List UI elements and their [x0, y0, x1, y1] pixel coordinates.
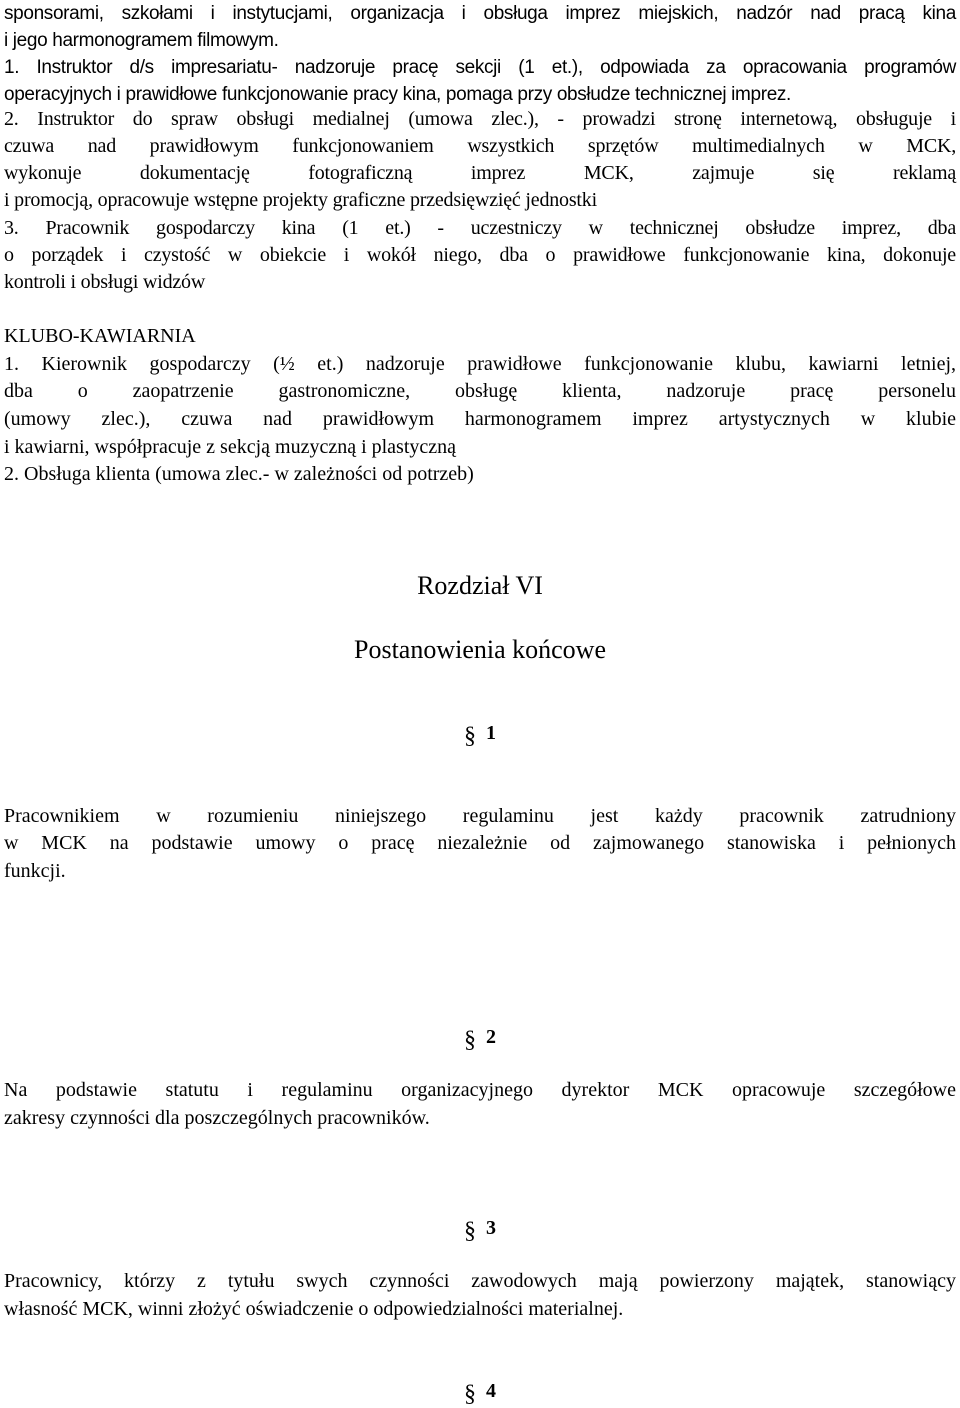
text-line: Pracownikiem w rozumieniu niniejszego regulaminu jest każdy pracownik zatrudniony	[4, 805, 956, 827]
text-line: zakresy czynności dla poszczególnych pracowników.	[4, 1107, 430, 1129]
chapter-subtitle: Postanowienia końcowe	[353, 635, 606, 664]
text-line: i promocją, opracowuje wstępne projekty graficzne przedsięwzięć jednostki	[4, 189, 597, 211]
text-line: operacyjnych i prawidłowe funkcjonowanie pracy kina, pomaga przy obsłudze technicznej imprez.	[4, 84, 791, 105]
text-line: czuwa nad prawidłowym funkcjonowaniem wszystkich sprzętów multimedialnych w MCK,	[4, 135, 956, 157]
text-line: 3. Pracownik gospodarczy kina (1 et.) - uczestniczy w technicznej obsłudze imprez, dba	[4, 217, 956, 239]
paragraph-number: 2	[486, 1026, 496, 1048]
section-symbol: §	[464, 1027, 476, 1053]
chapter-title: Rozdział VI	[417, 571, 543, 600]
text-line: wykonuje dokumentację fotograficzną imprez MCK, zajmuje się reklamą	[4, 162, 956, 184]
text-line: dba o zaopatrzenie gastronomiczne, obsługę klienta, nadzoruje pracę personelu	[4, 380, 956, 402]
section-symbol: §	[464, 723, 476, 749]
paragraph-number: 4	[486, 1380, 496, 1402]
text-line: własność MCK, winni złożyć oświadczenie o odpowiedzialności materialnej.	[4, 1298, 624, 1320]
text-line: i kawiarni, współpracuje z sekcją muzyczną i plastyczną	[4, 436, 457, 458]
paragraph-heading-4	[4, 1377, 956, 1408]
paragraph-number: 1	[486, 722, 496, 744]
section-symbol: §	[464, 1218, 476, 1244]
text-line: (umowy zlec.), czuwa nad prawidłowym harmonogramem imprez artystycznych w klubie	[4, 408, 956, 430]
paragraph-heading-3	[4, 1214, 956, 1245]
text-line: sponsorami, szkołami i instytucjami, organizacja i obsługa imprez miejskich, nadzór nad pracą kina	[4, 3, 956, 24]
text-line: funkcji.	[4, 860, 66, 882]
section-symbol: §	[464, 1381, 476, 1407]
text-line: 2. Instruktor do spraw obsługi medialnej (umowa zlec.), - prowadzi stronę internetową, obsługuje i	[4, 108, 956, 130]
text-line: Pracownicy, którzy z tytułu swych czynności zawodowych mają powierzony majątek, stanowiący	[4, 1270, 956, 1292]
text-line: w MCK na podstawie umowy o pracę niezależnie od zajmowanego stanowiska i pełnionych	[4, 832, 956, 854]
text-line: 2. Obsługa klienta (umowa zlec.- w zależności od potrzeb)	[4, 463, 474, 485]
paragraph-heading-1	[4, 719, 956, 750]
text-line: o porządek i czystość w obiekcie i wokół niego, dba o prawidłowe funkcjonowanie kina, dokonuje	[4, 244, 956, 266]
text-line: Na podstawie statutu i regulaminu organizacyjnego dyrektor MCK opracowuje szczegółowe	[4, 1079, 956, 1101]
text-line: kontroli i obsługi widzów	[4, 271, 206, 293]
text-line: i jego harmonogramem filmowym.	[4, 30, 279, 51]
section-heading: KLUBO-KAWIARNIA	[4, 325, 196, 347]
text-line: 1. Kierownik gospodarczy (½ et.) nadzoruje prawidłowe funkcjonowanie klubu, kawiarni letniej,	[4, 353, 956, 375]
paragraph-number: 3	[486, 1217, 496, 1239]
paragraph-heading-2	[4, 1023, 956, 1054]
text-line: 1. Instruktor d/s impresariatu- nadzoruje pracę sekcji (1 et.), odpowiada za opracowania programów	[4, 57, 956, 78]
